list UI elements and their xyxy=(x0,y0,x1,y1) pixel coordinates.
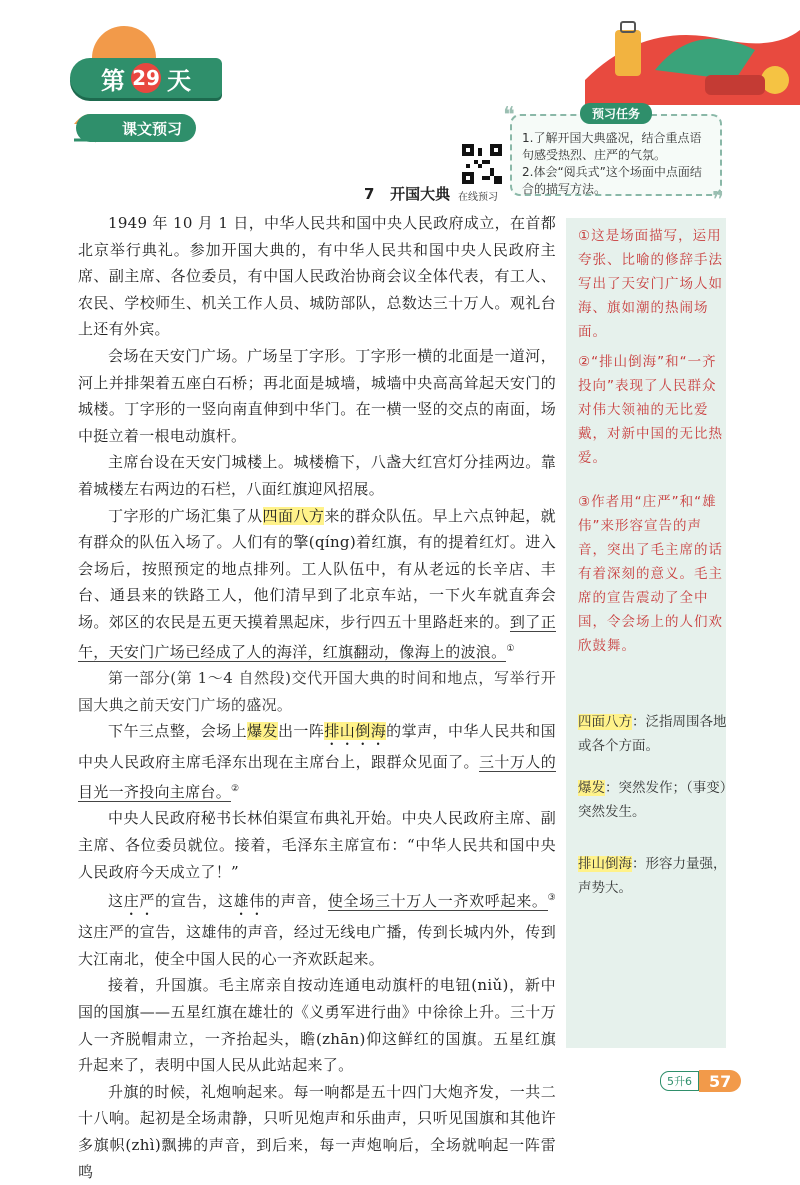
paragraph-4: 丁字形的广场汇集了从四面八方来的群众队伍。早上六点钟起，就有群众的队伍入场了。人们有的擎(qíng)着红旗，有的提着红灯。进入会场后，按照预定的地点排列。工人队伍中，有从老远的长辛店、丰台、通县来的铁路工人，他们清早到了北京车站，一下火车就直奔会场。郊区的农民是五更天摸着黑起床，步行四五十里路赶来的。到了正午，天安门广场已经成了人的海洋，红旗翻动，像海上的波浪。① xyxy=(78,506,557,661)
paragraph-7: 这庄严的宣告，这雄伟的声音，使全场三十万人一齐欢呼起来。③这庄严的宣告，这雄伟的声音，经过无线电广播，传到长城内外，传到大江南北，使全中国人民的心一齐欢跃起来。 xyxy=(78,892,556,968)
annotation-marker-1: ① xyxy=(506,643,515,654)
annotation-note-1: ①这是场面描写，运用夸张、比喻的修辞手法写出了天安门广场人如海、旗如潮的热闹场面。 xyxy=(578,228,723,340)
section-summary: 第一部分(第 1～4 自然段)交代开国大典的时间和地点，写举行开国大典之前天安门广场的盛况。 xyxy=(78,669,556,714)
task-item-1: 1.了解开国大典盛况，结合重点语句感受热烈、庄严的气氛。 xyxy=(522,131,702,162)
paragraph-6: 中央人民政府秘书长林伯渠宣布典礼开始。中央人民政府主席、副主席、各位委员就位。接着，毛泽东主席宣布：“中华人民共和国中央人民政府今天成立了！” xyxy=(78,809,556,881)
preview-task-box xyxy=(510,114,722,196)
lesson-title xyxy=(364,183,450,204)
paragraph-3: 主席台设在天安门城楼上。城楼檐下，八盏大红宫灯分挂两边。靠着城楼左右两边的石栏，八面红旗迎风招展。 xyxy=(78,453,556,498)
underlined-sentence: 到了正午，天安门广场已经成了人的海洋，红旗翻动，像海上的波浪。 xyxy=(78,612,557,661)
highlight-paishandaohai: 排山倒海 xyxy=(324,722,387,741)
day-prefix: 第 xyxy=(101,66,125,95)
glossary-definition: ：突然发作；（事变）突然发生。 xyxy=(578,780,727,820)
glossary-term: 爆发 xyxy=(578,780,605,796)
highlight-baofa: 爆发 xyxy=(247,722,278,741)
paragraph-2: 会场在天安门广场。广场呈丁字形。丁字形一横的北面是一道河，河上并排架着五座白石桥；再北面是城墙，城墙中央高高耸起天安门的城楼。丁字形的一竖向南直伸到中华门。在一横一竖的交点的南面，场中挺立着一根电动旗杆。 xyxy=(78,346,556,445)
qr-code-icon[interactable] xyxy=(462,144,502,184)
glossary-item xyxy=(578,852,728,900)
grade-label: 5升6 xyxy=(660,1071,699,1091)
emphasis-zhuangyan: 庄严 xyxy=(123,892,156,911)
travel-decoration xyxy=(585,0,800,105)
paragraph-9: 升旗的时候，礼炮响起来。每一响都是五十四门大炮齐发，一共二十八响。起初是全场肃静，只听见炮声和乐曲声，只听见国旗和其他许多旗帜(zhì)飘拂的声音，到后来，每一声炮响后，全场就响起一阵雷鸣 xyxy=(78,1082,556,1181)
paragraph-1: 1949 年 10 月 1 日，中华人民共和国中央人民政府成立，在首都北京举行典礼。参加开国大典的，有中华人民共和国中央人民政府主席、副主席、各位委员，有中国人民政治协商会议全体代表，有工人、农民、学校师生、机关工作人员、城防部队，总数达三十万人。观礼台上还有外宾。 xyxy=(78,214,556,339)
qr-label: 在线预习 xyxy=(458,192,498,203)
underlined-sentence: 使全场三十万人一齐欢呼起来。 xyxy=(327,892,548,911)
day-banner xyxy=(70,58,222,98)
annotation-note-2: ②“排山倒海”和“一齐投向”表现了人民群众对伟大领袖的无比爱戴，对新中国的无比热爱。 xyxy=(578,354,723,466)
lesson-number: 7 xyxy=(364,185,375,203)
quote-mark-icon: ❝ xyxy=(503,103,515,128)
annotation-marker-3: ③ xyxy=(547,893,556,904)
glossary-item xyxy=(578,776,728,824)
glossary-term: 排山倒海 xyxy=(578,856,632,872)
day-number: 29 xyxy=(131,63,161,93)
quote-mark-icon: ❞ xyxy=(712,188,724,213)
glossary-definition: ：形容力量强，声势大。 xyxy=(578,856,727,896)
lesson-body xyxy=(78,210,556,1185)
section-tag: 课文预习 xyxy=(76,114,196,142)
lesson-name: 开国大典 xyxy=(390,185,451,203)
emphasis-xiongwei: 雄伟 xyxy=(233,892,266,911)
page-badge xyxy=(660,1070,741,1092)
sun-decoration xyxy=(92,26,156,62)
glossary-definition: ：泛指周围各地或各个方面。 xyxy=(578,714,727,754)
task-item-2: 2.体会“阅兵式”这个场面中点面结合的描写方法。 xyxy=(522,165,702,196)
paragraph-8: 接着，升国旗。毛主席亲自按动连通电动旗杆的电钮(niǔ)，新中国的国旗——五星红旗在雄壮的《义勇军进行曲》中徐徐上升。三十万人一齐脱帽肃立，一齐抬起头，瞻(zhān)仰这鲜红的国旗。五星红旗升起来了，表明中国人民从此站起来了。 xyxy=(78,976,556,1075)
page-number: 57 xyxy=(699,1070,741,1092)
highlight-sifangbafang: 四面八方 xyxy=(262,506,325,525)
annotation-note-3: ③作者用“庄严”和“雄伟”来形容宣告的声音，突出了毛主席的话有着深刻的意义。毛主席的宣告震动了全中国，令会场上的人们欢欣鼓舞。 xyxy=(578,494,723,654)
glossary-item xyxy=(578,710,728,758)
annotation-marker-2: ② xyxy=(231,783,240,794)
task-title: 预习任务 xyxy=(580,103,652,124)
paragraph-5: 下午三点整，会场上爆发出一阵排山倒海的掌声，中华人民共和国中央人民政府主席毛泽东出现在主席台上，跟群众见面了。三十万人的目光一齐投向主席台。② xyxy=(78,722,556,801)
underlined-sentence: 三十万人的目光一齐投向主席台。 xyxy=(78,753,556,801)
glossary-term: 四面八方 xyxy=(578,714,632,730)
day-suffix: 天 xyxy=(167,66,191,95)
